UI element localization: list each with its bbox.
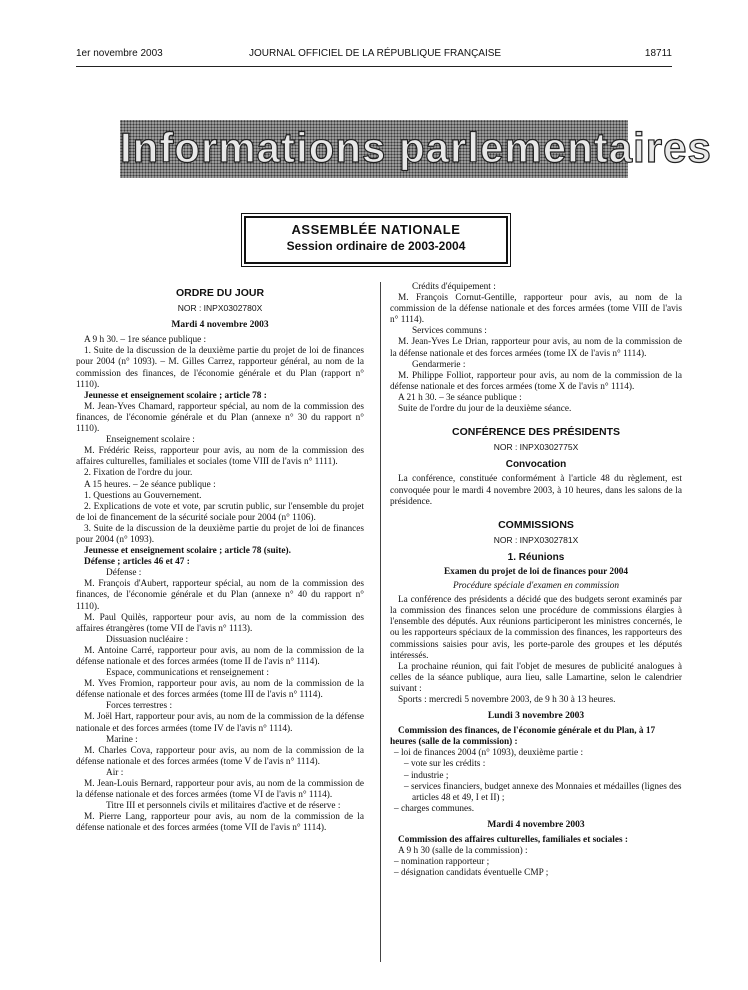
list-item: – loi de finances 2004 (n° 1093), deuxième partie : [394,748,584,759]
header-page-number: 18711 [644,48,672,59]
conference-nor: NOR : INPX0302775X [493,442,579,453]
paragraph: M. Paul Quilès, rapporteur pour avis, au nom de la commission des affaires étrangères (tome VII de l'avis n° 1113). [76,612,364,634]
paragraph: M. Pierre Lang, rapporteur pour avis, au nom de la commission de la défense nationale et des forces armées (tome VII de l'avis n° 1114). [76,812,364,834]
left-column [76,282,364,835]
agenda-heading: Défense ; articles 46 et 47 : [84,557,190,568]
paragraph: A 9 h 30. – 1re séance publique : [84,335,207,346]
paragraph: A 15 heures. – 2e séance publique : [84,479,216,490]
paragraph: M. François d'Aubert, rapporteur spécial, au nom de la commission des finances, de l'économie générale et du Plan (annexe n° 40 du rapport n° 1110). [76,579,364,612]
meeting-day: Mardi 4 novembre 2003 [487,819,585,830]
paragraph: M. Philippe Folliot, rapporteur pour avis, au nom de la commission de la défense nationale et des forces armées (tome X de l'avis n° 1114). [390,370,682,392]
header-rule [76,66,672,67]
subheading: Titre III et personnels civils et militaires d'active et de réserve : [106,801,341,812]
meeting-day: Lundi 3 novembre 2003 [487,711,585,722]
exam-heading: Examen du projet de loi de finances pour 2004 [443,566,629,577]
commissions-nor: NOR : INPX0302781X [493,534,579,545]
list-item: – industrie ; [404,770,449,781]
subheading: Espace, communications et renseignement : [106,668,269,679]
assembly-box [244,216,508,264]
subheading: Dissuasion nucléaire : [106,634,189,645]
subheading: Services communs : [412,326,487,337]
list-item: – services financiers, budget annexe des Monnaies et médailles (lignes des articles 48 et 49, I et II) ; [404,781,682,803]
page-header [76,48,672,64]
assembly-name: ASSEMBLÉE NATIONALE [291,222,461,237]
paragraph: M. Jean-Yves Le Drian, rapporteur pour avis, au nom de la commission de la défense nationale et des forces armées (tome IX de l'avis n° 1114). [390,337,682,359]
paragraph: 1. Suite de la discussion de la deuxième partie du projet de loi de finances pour 2004 (n° 1093). – M. Gilles Carrez, rapporteur général, au nom de la commission des finances, de l'économie générale et du Plan (rapport n° 1110). [76,346,364,390]
paragraph: A 9 h 30 (salle de la commission) : [398,846,528,857]
subheading: Gendarmerie : [412,359,466,370]
commission-heading: Commission des finances, de l'économie générale et du Plan, à 17 heures (salle de la commission) : [390,726,656,748]
paragraph: M. Jean-Yves Chamard, rapporteur spécial, au nom de la commission des finances, de l'économie générale et du Plan (annexe n° 30 du rapport n° 1110). [76,401,364,435]
subheading: Crédits d'équipement : [412,282,496,292]
paragraph: Sports : mercredi 5 novembre 2003, de 9 h 30 à 13 heures. [398,695,616,705]
commissions-title: COMMISSIONS [498,518,574,531]
subheading: Enseignement scolaire : [106,435,195,446]
list-item: – charges communes. [394,803,475,814]
subheading: Air : [106,767,124,778]
subheading: Défense : [106,568,142,579]
list-item: – nomination rapporteur ; [394,857,490,868]
paragraph: M. François Cornut-Gentille, rapporteur pour avis, au nom de la commission de la défense nationale et des forces armées (tome VIII de l'avis n° 1114). [390,293,682,326]
agenda-heading: Jeunesse et enseignement scolaire ; article 78 : [84,390,267,401]
convocation-heading: Convocation [505,459,567,471]
agenda-title: ORDRE DU JOUR [175,287,265,299]
list-item: – vote sur les crédits : [404,759,486,770]
procedure-heading: Procédure spéciale d'examen en commission [452,581,619,592]
column-divider [380,282,381,962]
paragraph: Suite de l'ordre du jour de la deuxième séance. [398,404,572,415]
paragraph: La conférence des présidents a décidé que des budgets seront examinés par la commission des finances selon une procédure de commissions élargies à l'ensemble des députés. Aux réunions participeront les ministres concernés, le ou les rapporteurs spéciaux de la commission des finances, les rapporteurs des commissions saisies pour avis, les porte-parole des groupes et les députés intéressés. [390,595,682,661]
paragraph: 2. Explications de vote et vote, par scrutin public, sur l'ensemble du projet de loi de financement de la sécurité sociale pour 2004 (n° 1106). [76,501,364,523]
paragraph: M. Joël Hart, rapporteur pour avis, au nom de la commission de la défense nationale et des forces armées (tome IV de l'avis n° 1114). [76,712,364,734]
paragraph: M. Charles Cova, rapporteur pour avis, au nom de la commission de la défense nationale et des forces armées (tome V de l'avis n° 1114). [76,745,364,767]
agenda-day: Mardi 4 novembre 2003 [171,320,269,331]
conference-title: CONFÉRENCE DES PRÉSIDENTS [451,426,621,439]
paragraph: La conférence, constituée conformément à l'article 48 du règlement, est convoquée pour le mardi 4 novembre 2003, à 10 heures, dans les salons de la présidence. [390,474,682,507]
subheading: Forces terrestres : [106,701,173,712]
commission-heading: Commission des affaires culturelles, familiales et sociales : [398,835,628,846]
session-name: Session ordinaire de 2003-2004 [286,239,466,253]
paragraph: M. Frédéric Reiss, rapporteur pour avis, au nom de la commission des affaires culturelles, familiales et sociales (tome VIII de l'avis n° 1111). [76,446,364,468]
paragraph: A 21 h 30. – 3e séance publique : [398,392,522,403]
paragraph: 2. Fixation de l'ordre du jour. [84,468,193,479]
paragraph: La prochaine réunion, qui fait l'objet de mesures de publicité analogues à celles de la séance publique, aura lieu, salle Lamartine, selon le calendrier suivant : [390,661,682,694]
header-date: 1er novembre 2003 [76,48,163,59]
paragraph: M. Yves Fromion, rapporteur pour avis, au nom de la commission de la défense nationale et des forces armées (tome III de l'avis n° 1114). [76,679,364,701]
banner-title: Informations parlementaires [120,124,712,171]
paragraph: M. Jean-Louis Bernard, rapporteur pour avis, au nom de la commission de la défense nationale et des forces armées (tome VI de l'avis n° 1114). [76,779,364,801]
agenda-nor: NOR : INPX0302780X [177,303,263,314]
paragraph: 1. Questions au Gouvernement. [84,490,202,501]
header-journal: JOURNAL OFFICIEL DE LA RÉPUBLIQUE FRANÇAISE [249,48,502,59]
right-column [390,282,682,879]
list-item: – désignation candidats éventuelle CMP ; [394,868,549,879]
subheading: Marine : [106,734,138,745]
paragraph: M. Antoine Carré, rapporteur pour avis, au nom de la commission de la défense nationale et des forces armées (tome II de l'avis n° 1114). [76,645,364,667]
paragraph: 3. Suite de la discussion de la deuxième partie du projet de loi de finances pour 2004 (n° 1093). [76,523,364,545]
section-banner [120,120,712,178]
agenda-heading: Jeunesse et enseignement scolaire ; article 78 (suite). [84,546,291,557]
meetings-heading: 1. Réunions [507,551,565,563]
